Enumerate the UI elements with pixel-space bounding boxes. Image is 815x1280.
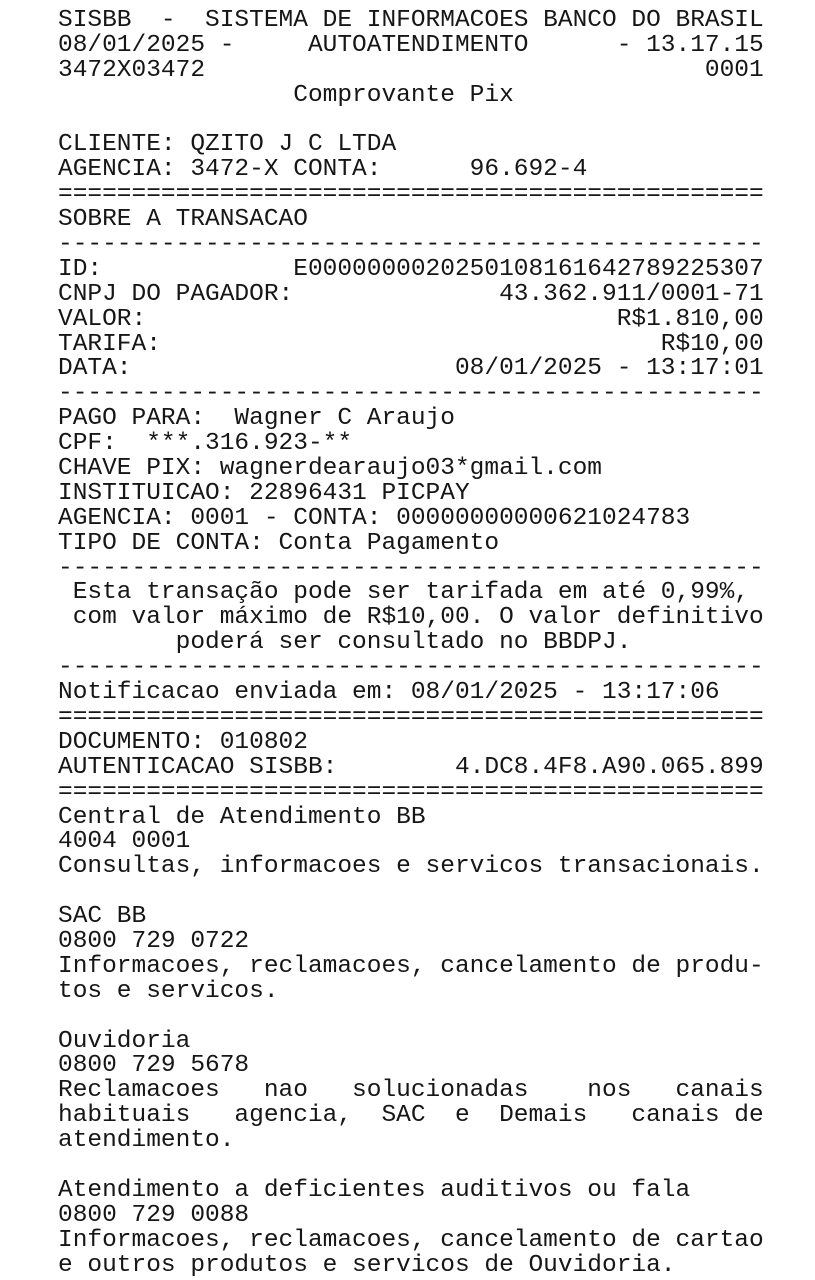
receipt-line [58, 109, 815, 134]
receipt-line: Notificacao enviada em: 08/01/2025 - 13:17:06 [58, 679, 720, 707]
receipt-line: AUTENTICACAO SISBB: 4.DC8.4F8.A90.065.899 [58, 753, 764, 781]
receipt-line: DATA: 08/01/2025 - 13:17:01 [58, 355, 764, 383]
receipt-line: Reclamacoes nao solucionadas nos canais [58, 1077, 764, 1105]
receipt-line: 3472X03472 0001 [58, 56, 764, 84]
receipt-line: e outros produtos e servicos de Ouvidoria. [58, 1251, 676, 1279]
receipt-line: 0800 729 5678 [58, 1052, 250, 1080]
receipt-line: poderá ser consultado no BBDPJ. [58, 629, 632, 657]
receipt-line: DOCUMENTO: 010802 [58, 728, 308, 756]
receipt-line: ID: E0000000020250108161642789225307 [58, 255, 764, 283]
receipt-line: ================================================ [58, 703, 764, 731]
receipt-line: AGENCIA: 3472-X CONTA: 96.692-4 [58, 156, 588, 184]
receipt-line: ================================================ [58, 778, 764, 806]
receipt-line: Informacoes, reclamacoes, cancelamento de produ- [58, 952, 764, 980]
receipt-line [58, 1005, 815, 1030]
receipt-line: atendimento. [58, 1127, 235, 1155]
receipt-line: CNPJ DO PAGADOR: 43.362.911/0001-71 [58, 280, 764, 308]
receipt-line: tos e servicos. [58, 977, 279, 1005]
receipt-line: INSTITUICAO: 22896431 PICPAY [58, 479, 470, 507]
receipt-line: SISBB - SISTEMA DE INFORMACOES BANCO DO BRASIL [58, 7, 764, 34]
receipt-line: CHAVE PIX: wagnerdearaujo03*gmail.com [58, 455, 602, 483]
receipt-line: PAGO PARA: Wagner C Araujo [58, 405, 455, 433]
receipt-line: 08/01/2025 - AUTOATENDIMENTO - 13.17.15 [58, 31, 764, 59]
receipt-line [58, 1154, 815, 1179]
receipt-line: ================================================ [58, 181, 764, 209]
receipt-line: AGENCIA: 0001 - CONTA: 00000000000621024783 [58, 504, 691, 532]
receipt-line: CPF: ***.316.923-** [58, 430, 353, 458]
receipt-line: ------------------------------------------------ [58, 654, 764, 682]
receipt-line: 4004 0001 [58, 828, 191, 856]
receipt-line: Ouvidoria [58, 1027, 191, 1055]
receipt-line [58, 880, 815, 905]
receipt-line: com valor máximo de R$10,00. O valor definitivo [58, 604, 764, 632]
receipt-line: Esta transação pode ser tarifada em até 0,99%, [58, 579, 750, 607]
receipt-line: Central de Atendimento BB [58, 803, 426, 831]
receipt-line: ------------------------------------------------ [58, 380, 764, 408]
receipt-line: 0800 729 0722 [58, 927, 250, 955]
receipt-line: Informacoes, reclamacoes, cancelamento de cartao [58, 1226, 764, 1254]
receipt-line: SOBRE A TRANSACAO [58, 206, 308, 234]
receipt-line: 0800 729 0088 [58, 1201, 250, 1229]
receipt-line: Atendimento a deficientes auditivos ou fala [58, 1176, 691, 1204]
receipt-line: TARIFA: R$10,00 [58, 330, 764, 358]
receipt-line: Comprovante Pix [58, 81, 514, 109]
receipt-line: TIPO DE CONTA: Conta Pagamento [58, 529, 500, 557]
receipt-line: VALOR: R$1.810,00 [58, 305, 764, 333]
receipt-line: Consultas, informacoes e servicos transacionais. [58, 853, 764, 881]
receipt-line: ------------------------------------------------ [58, 231, 764, 259]
receipt-line: SAC BB [58, 903, 147, 931]
receipt-line: CLIENTE: QZITO J C LTDA [58, 131, 397, 159]
receipt-line: ------------------------------------------------ [58, 554, 764, 582]
receipt-line: habituais agencia, SAC e Demais canais de [58, 1102, 764, 1130]
